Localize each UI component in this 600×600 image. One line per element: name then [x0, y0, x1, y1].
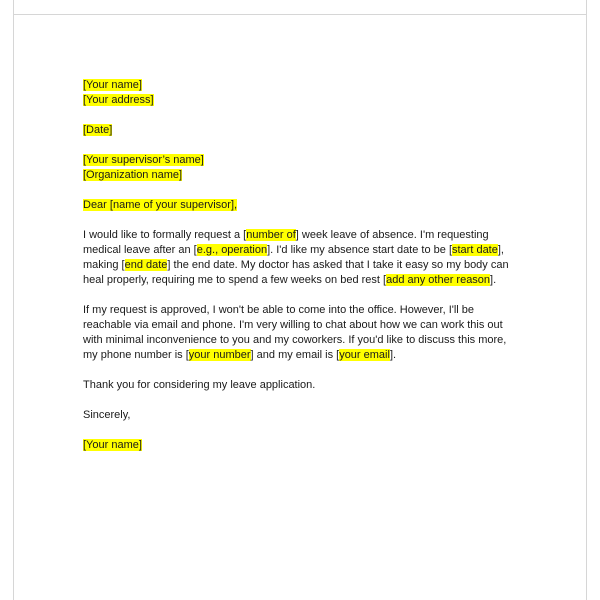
placeholder-other-reason: add any other reason — [386, 274, 491, 286]
salutation: Dear [name of your supervisor], — [83, 199, 238, 211]
placeholder-operation: e.g., operation — [196, 244, 268, 256]
recipient-org-line — [83, 168, 523, 183]
paragraph-text: ], making [ — [83, 244, 504, 271]
signature-line — [83, 438, 523, 453]
paragraph-text: ] week leave of absence. I'm requesting medical leave after an [ — [83, 229, 489, 256]
date-field: [Date] — [83, 124, 113, 136]
sender-address: [Your address] — [83, 94, 154, 106]
paragraph-thanks: Thank you for considering my leave application. — [83, 379, 316, 391]
paragraph-text: ]. — [389, 349, 397, 361]
sender-name-line — [83, 78, 523, 93]
placeholder-end-date: end date — [124, 259, 168, 271]
paragraph-availability — [83, 303, 523, 363]
paragraph-text: I would like to formally request a [ — [83, 229, 247, 241]
paragraph-text: If my request is approved, I won't be able to come into the office. However, I'll be reachable via email and phone. I'm very willing to chat about how we can work this out with minimal inconvenience to you and my coworkers. If you'd like to discuss this more, my phone number is [ — [83, 304, 507, 361]
sender-address-line — [83, 93, 523, 108]
paragraph-text: ]. I'd like my absence start date to be [ — [267, 244, 452, 256]
paragraph-text: ] and my email is [ — [250, 349, 340, 361]
placeholder-start-date: start date — [452, 244, 498, 256]
page-edge-top — [13, 14, 587, 15]
recipient-organization: [Organization name] — [83, 169, 183, 181]
placeholder-number-of: number of — [246, 229, 296, 241]
signature-name: [Your name] — [83, 439, 142, 451]
paragraph-text: ] the end date. My doctor has asked that I take it easy so my body can heal properly, requiring me to spend a few weeks on bed rest [ — [83, 259, 509, 286]
page-edge-right — [586, 0, 587, 600]
placeholder-phone-number: your number — [188, 349, 251, 361]
date-line — [83, 123, 523, 138]
recipient-supervisor-name: [Your supervisor’s name] — [83, 154, 204, 166]
placeholder-email: your email — [339, 349, 390, 361]
salutation-line — [83, 198, 523, 213]
paragraph-text: ]. — [490, 274, 497, 286]
sender-name: [Your name] — [83, 79, 142, 91]
closing-line: Sincerely, — [83, 409, 131, 421]
page-edge-left — [13, 0, 14, 600]
paragraph-request — [83, 228, 523, 288]
letter-body — [83, 78, 523, 453]
recipient-name-line — [83, 153, 523, 168]
